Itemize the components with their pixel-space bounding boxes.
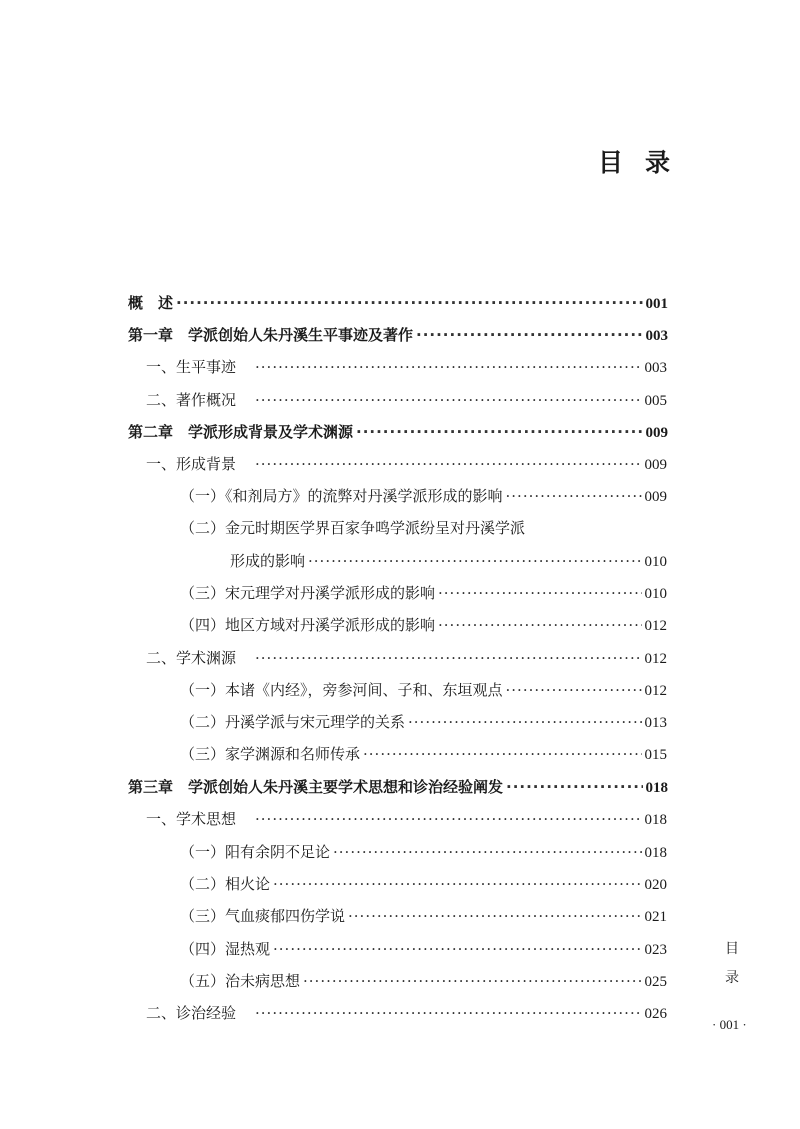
toc-entry-label: 第三章 学派创始人朱丹溪主要学术思想和诊治经验阐发 xyxy=(128,778,504,796)
toc-entry-page: 023 xyxy=(644,942,667,958)
leader-dots xyxy=(255,810,641,828)
toc-entry-page: 003 xyxy=(645,328,668,344)
toc-entry[interactable] xyxy=(180,905,667,926)
toc-entry-page: 026 xyxy=(644,1006,667,1022)
toc-entry-page: 013 xyxy=(644,715,667,731)
leader-dots xyxy=(408,713,641,731)
leader-dots xyxy=(506,778,642,796)
toc-entry-label: （三）气血痰郁四伤学说 xyxy=(180,907,346,925)
toc-entry-page: 012 xyxy=(644,651,667,667)
toc-entry-label: 二、诊治经验 xyxy=(146,1004,237,1022)
toc-entry-page: 009 xyxy=(645,425,668,441)
toc-entry-page: 003 xyxy=(644,360,667,376)
toc-entry[interactable] xyxy=(180,938,667,959)
toc-entry[interactable] xyxy=(128,421,668,442)
toc-entry[interactable] xyxy=(128,324,668,345)
toc-entry[interactable] xyxy=(146,808,667,829)
toc-entry-page: 018 xyxy=(645,780,668,796)
toc-entry-page: 021 xyxy=(644,909,667,925)
toc-entry-label: 形成的影响 xyxy=(230,552,306,570)
leader-dots xyxy=(255,649,641,667)
toc-entry[interactable] xyxy=(180,743,667,764)
toc-entry[interactable] xyxy=(180,711,667,732)
leader-dots xyxy=(438,584,641,602)
page-title-char: 目 xyxy=(598,148,646,177)
toc-entry[interactable] xyxy=(180,582,667,603)
leader-dots xyxy=(506,487,642,505)
leader-dots xyxy=(255,1004,641,1022)
toc-entry[interactable] xyxy=(180,679,667,700)
leader-dots xyxy=(273,940,641,958)
toc-entry-label: 概 述 xyxy=(128,294,174,312)
leader-dots xyxy=(363,745,641,763)
toc-entry-page: 012 xyxy=(644,683,667,699)
leader-dots xyxy=(438,616,641,634)
toc-entry[interactable] xyxy=(146,389,667,410)
leader-dots xyxy=(356,423,642,441)
toc-entry[interactable] xyxy=(180,841,667,862)
leader-dots xyxy=(348,907,641,925)
leader-dots xyxy=(273,875,641,893)
toc-entry[interactable] xyxy=(128,776,668,797)
toc-entry[interactable] xyxy=(146,453,667,474)
toc-entry-label: （一）阳有余阴不足论 xyxy=(180,843,331,861)
toc-entry-page: 005 xyxy=(644,393,667,409)
toc-entry-label: （四）地区方域对丹溪学派形成的影响 xyxy=(180,616,436,634)
page-title xyxy=(598,143,692,179)
side-running-head-char: 目 xyxy=(725,941,739,957)
leader-dots xyxy=(333,843,641,861)
toc-entry-label: 一、生平事迹 xyxy=(146,358,237,376)
toc-entry-page: 010 xyxy=(644,554,667,570)
leader-dots xyxy=(255,455,641,473)
toc-entry-page: 010 xyxy=(644,586,667,602)
toc-entry[interactable] xyxy=(180,485,667,506)
toc-entry-page: 025 xyxy=(644,974,667,990)
toc-entry-page: 015 xyxy=(644,747,667,763)
toc-entry[interactable] xyxy=(128,292,668,313)
toc-entry-page: 009 xyxy=(644,457,667,473)
toc-entry-label: （四）湿热观 xyxy=(180,940,271,958)
toc-entry-label: 二、著作概况 xyxy=(146,391,237,409)
leader-dots xyxy=(506,681,642,699)
leader-dots xyxy=(255,358,641,376)
toc-entry[interactable] xyxy=(180,517,525,538)
toc-entry-label: （二）金元时期医学界百家争鸣学派纷呈对丹溪学派 xyxy=(180,519,526,537)
toc-entry-page: 009 xyxy=(644,489,667,505)
page-number: · 001 · xyxy=(712,1017,747,1032)
toc-entry-label: 二、学术渊源 xyxy=(146,649,237,667)
toc-entry-label: （二）相火论 xyxy=(180,875,271,893)
toc-entry-page: 012 xyxy=(644,618,667,634)
leader-dots xyxy=(416,326,642,344)
leader-dots xyxy=(303,972,641,990)
leader-dots xyxy=(255,391,641,409)
toc-entry-page: 018 xyxy=(644,845,667,861)
toc-entry[interactable] xyxy=(146,647,667,668)
leader-dots xyxy=(176,294,642,312)
toc-entry[interactable] xyxy=(230,550,667,571)
toc-entry[interactable] xyxy=(146,1002,667,1023)
toc-entry[interactable] xyxy=(180,614,667,635)
toc-entry-label: 第一章 学派创始人朱丹溪生平事迹及著作 xyxy=(128,326,414,344)
toc-entry-label: 第二章 学派形成背景及学术渊源 xyxy=(128,423,354,441)
toc-entry[interactable] xyxy=(146,356,667,377)
toc-entry-label: （一）《和剂局方》的流弊对丹溪学派形成的影响 xyxy=(180,487,503,505)
page-title-char: 录 xyxy=(645,148,693,177)
toc-entry-label: （三）宋元理学对丹溪学派形成的影响 xyxy=(180,584,436,602)
toc-entry-label: 一、学术思想 xyxy=(146,810,237,828)
toc-entry-label: （三）家学渊源和名师传承 xyxy=(180,745,361,763)
toc-entry-label: （二）丹溪学派与宋元理学的关系 xyxy=(180,713,406,731)
toc-entry[interactable] xyxy=(180,970,667,991)
toc-entry[interactable] xyxy=(180,873,667,894)
toc-entry-page: 001 xyxy=(645,296,668,312)
side-running-head-char: 录 xyxy=(725,970,739,986)
toc-entry-label: 一、形成背景 xyxy=(146,455,237,473)
toc-entry-page: 020 xyxy=(644,877,667,893)
toc-entry-label: （一）本诸《内经》，旁参河间、子和、东垣观点 xyxy=(180,681,503,699)
toc-entry-page: 018 xyxy=(644,812,667,828)
leader-dots xyxy=(308,552,641,570)
toc-entry-label: （五）治未病思想 xyxy=(180,972,301,990)
